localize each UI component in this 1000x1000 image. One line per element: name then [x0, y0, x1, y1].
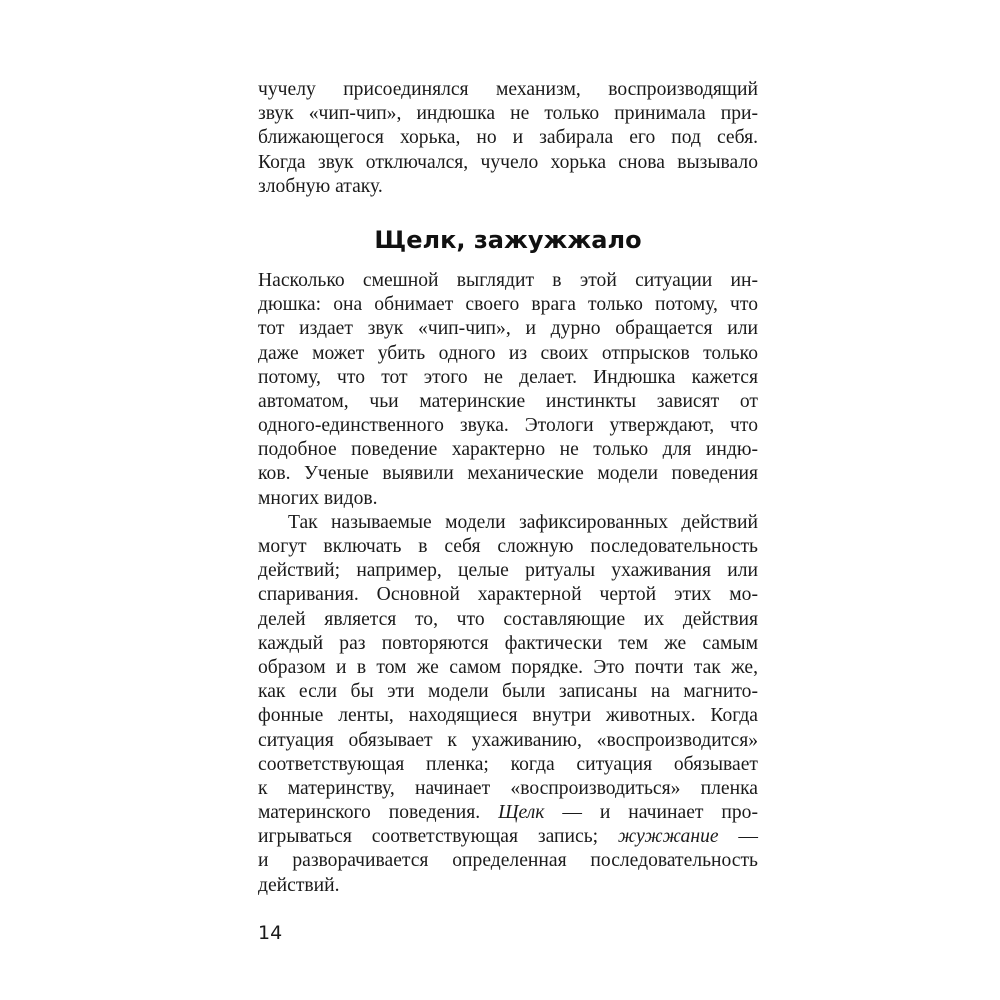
text-line: злобную атаку. [258, 175, 383, 197]
paragraph-1 [258, 269, 758, 511]
text-line: и разворачивается определенная последовательность [258, 850, 758, 872]
text-line: дюшка: она обнимает своего врага только потому, что [258, 294, 758, 316]
text-line: как если бы эти модели были записаны на магнито- [258, 681, 758, 703]
text-line: чучелу присоединялся механизм, воспроизводящий [258, 79, 758, 100]
text-run: — [718, 826, 758, 848]
text-line: действий; например, целые ритуалы ухаживания или [258, 560, 758, 582]
text-line [258, 801, 758, 825]
text-line: ситуация обязывает к ухаживанию, «воспроизводится» [258, 729, 758, 751]
text-line: Так называемые модели зафиксированных действий [288, 511, 758, 533]
text-line: к материнству, начинает «воспроизводиться» пленка [258, 777, 758, 799]
text-run: материнского поведения. [258, 802, 499, 824]
text-line: каждый раз повторяются фактически тем же самым [258, 632, 758, 654]
text-line: многих видов. [258, 487, 378, 509]
text-run: — и начинает про- [544, 802, 758, 824]
text-line: Насколько смешной выглядит в этой ситуации ин- [258, 269, 758, 291]
top-paragraph [258, 78, 758, 199]
text-line: автоматом, чьи материнские инстинкты зависят от [258, 390, 758, 412]
text-line: соответствующая пленка; когда ситуация обязывает [258, 753, 758, 775]
text-line: делей является то, что составляющие их действия [258, 608, 758, 630]
text-line: тот издает звук «чип-чип», и дурно обращается или [258, 318, 758, 340]
text-line: действий. [258, 874, 340, 896]
paragraph-2 [258, 511, 758, 898]
text-line: звук «чип-чип», индюшка не только принимала при- [258, 103, 758, 125]
text-line: могут включать в себя сложную последовательность [258, 536, 758, 557]
text-line [258, 825, 758, 849]
page-number: 14 [258, 922, 283, 944]
section-heading: Щелк, зажужжало [374, 225, 642, 254]
text-line: подобное поведение характерно не только для индю- [258, 439, 758, 461]
text-line: Когда звук отключался, чучело хорька снова вызывало [258, 151, 758, 173]
italic-term: жужжание [617, 826, 719, 848]
text-line: образом и в том же самом порядке. Это почти так же, [258, 656, 758, 678]
text-line: ков. Ученые выявили механические модели поведения [258, 463, 758, 485]
text-line: даже может убить одного из своих отпрысков только [258, 342, 758, 364]
text-run: игрываться соответствующая запись; [258, 826, 618, 848]
text-line: фонные ленты, находящиеся внутри животных. Когда [258, 705, 758, 727]
italic-term: Щелк [498, 802, 545, 824]
text-line: ближающегося хорька, но и забирала его под себя. [258, 127, 758, 149]
text-line: спаривания. Основной характерной чертой этих мо- [258, 584, 758, 606]
book-page-text [258, 78, 758, 898]
text-line: потому, что тот этого не делает. Индюшка кажется [258, 366, 758, 388]
text-line: одного-единственного звука. Этологи утверждают, что [258, 415, 758, 437]
